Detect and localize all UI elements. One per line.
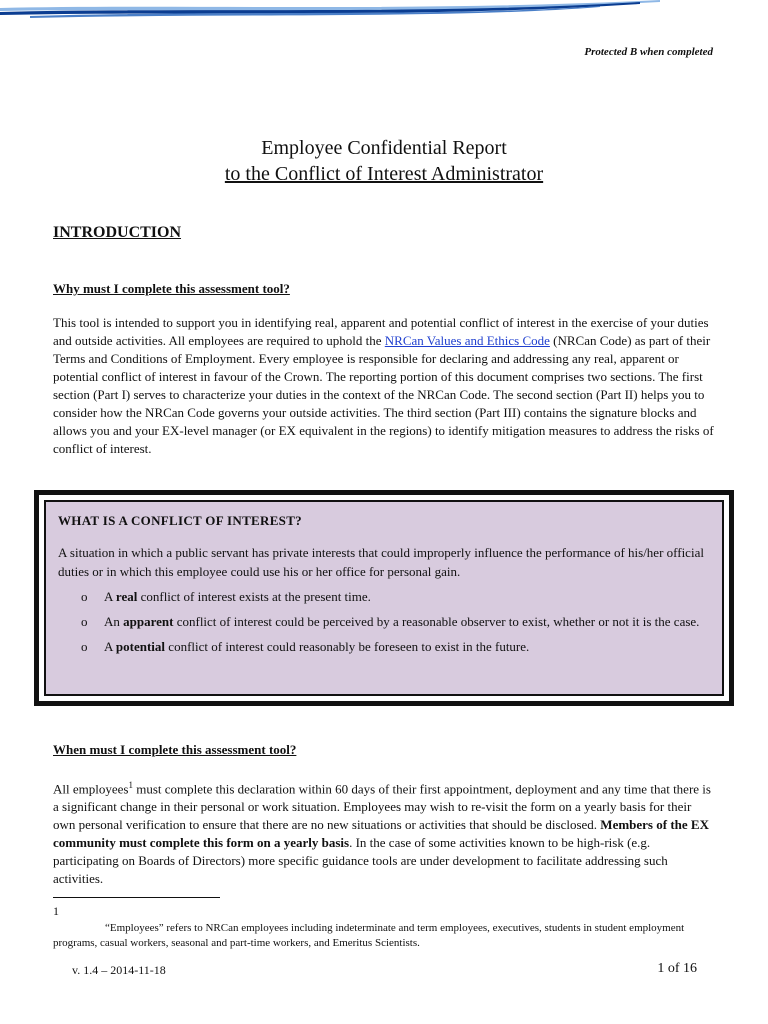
bullet-icon: o	[81, 589, 88, 604]
definition-box-inner	[44, 500, 724, 696]
page-number: 1 of 16	[657, 961, 697, 976]
footnote-divider	[53, 897, 220, 898]
classification-label: Protected B when completed	[584, 46, 713, 58]
introduction-heading: INTRODUCTION	[53, 224, 182, 241]
term-apparent: apparent	[123, 614, 174, 629]
list-item: o A potential conflict of interest could reasonably be foreseen to exist in the future.	[81, 639, 530, 654]
when-question-heading: When must I complete this assessment tool?	[53, 742, 297, 757]
footnote-number: 1	[53, 904, 59, 918]
document-subtitle: to the Conflict of Interest Administrator	[224, 163, 544, 185]
term-potential: potential	[115, 639, 166, 654]
bullet-icon: o	[81, 614, 88, 629]
intro-paragraph	[53, 314, 715, 458]
version-label: v. 1.4 – 2014-11-18	[72, 963, 166, 977]
definition-box	[34, 490, 734, 706]
conflict-types-list	[58, 587, 722, 656]
ex-community-requirement: Members of the EX community must complete this form on a yearly basis	[53, 817, 709, 851]
bullet-icon: o	[81, 639, 88, 654]
list-item: o An apparent conflict of interest could be perceived by a reasonable observer to exist, whether or not it is the case.	[81, 614, 700, 629]
intro-text-end: (NRCan Code) as part of their Terms and Conditions of Employment. Every employee is responsible for declaring and addressing any real, apparent or potential conflict of interest in favour of the Crown. The reporting portion of this document comprises two sections. The first section (Part I) serves to characterize your duties in the context of the NRCan Code. The second section (Part II) helps you to consider how the NRCan Code governs your outside activities. The third section (Part III) contains the signature blocks and allows you and your EX-level manager (or EX equivalent in the regions) to identify mitigation measures to address the risks of conflict of interest.	[53, 333, 714, 456]
when-paragraph: All employees$^1$ must complete this declaration within 60 days of their first appointment, deployment and any time that there is a significant change in their personal or work situation. Employees may wish to re-visit the form on a yearly basis for their own personal verification to ensure that there are no new situations or activities that should be disclosed. Members of the EX community must complete this form on a yearly basis. In the case of some activities known to be high-risk (e.g. participating on Boards of Directors) more specific guidance tools are under development to facilitate addressing such activities.	[53, 780, 711, 887]
list-item: o A real conflict of interest exists at the present time.	[81, 589, 371, 604]
document-title: Employee Confidential Report	[261, 137, 507, 159]
why-question-heading: Why must I complete this assessment tool?	[53, 281, 290, 296]
header-swoosh-graphic	[0, 0, 768, 24]
footnote-text: “Employees” refers to NRCan employees including indeterminate and term employees, executives, students in student employment programs, casual workers, seasonal and part-time workers, and Emeritus Scientists.	[53, 922, 685, 949]
footnote-reference[interactable]: 1	[128, 780, 133, 790]
intro-text-start: This tool is intended to support you in identifying real, apparent and potential conflict of interest in the exercise of your duties and outside activities. All employees are required to uphold the	[53, 315, 709, 348]
definition-text: A situation in which a public servant has private interests that could improperly influence the performance of his/her official duties or in which this employee could use his or her office for personal gain.	[58, 545, 704, 579]
definition-box-title: WHAT IS A CONFLICT OF INTEREST?	[58, 513, 302, 528]
values-ethics-code-link[interactable]: NRCan Values and Ethics Code	[384, 333, 550, 348]
term-real: real	[115, 589, 138, 604]
